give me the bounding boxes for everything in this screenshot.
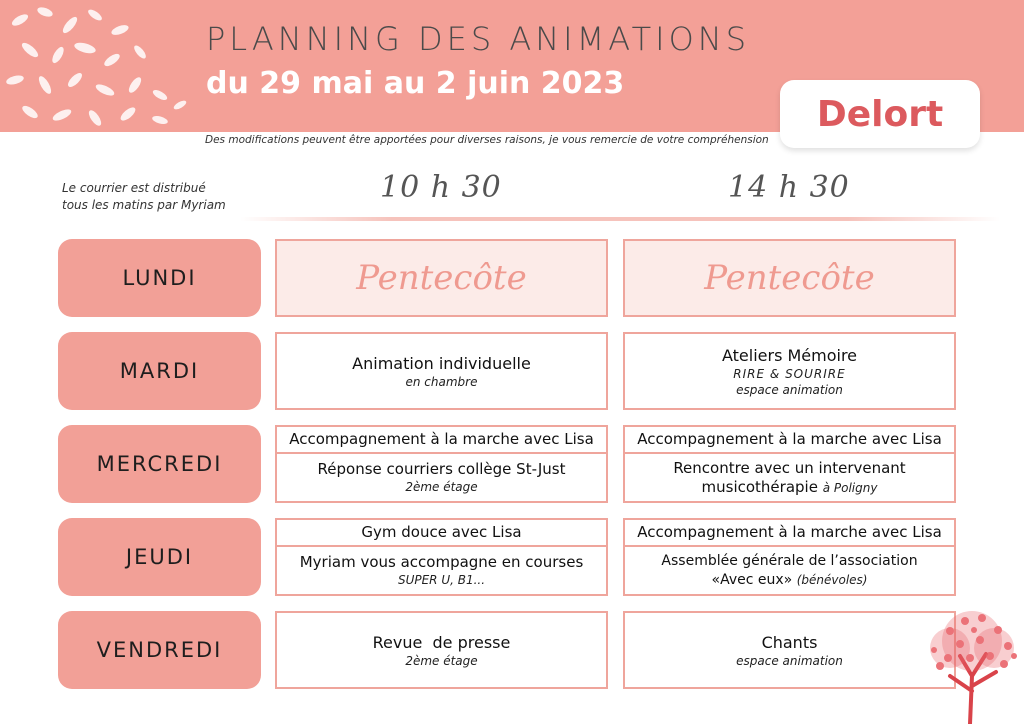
day-label: MARDI	[58, 332, 261, 410]
activity-title: Accompagnement à la marche avec Lisa	[637, 430, 942, 448]
activity-title: Ateliers Mémoire	[721, 345, 858, 365]
day-label: LUNDI	[58, 239, 261, 317]
activity-title: Myriam vous accompagne en courses	[299, 553, 584, 571]
row-mercredi	[0, 425, 1024, 505]
cell-lundi-afternoon	[623, 239, 956, 317]
page-title: PLANNING DES ANIMATIONS	[206, 20, 751, 58]
activity-title: Chants	[761, 632, 818, 652]
tree-icon	[920, 606, 1024, 724]
row-jeudi	[0, 518, 1024, 598]
row-vendredi	[0, 611, 1024, 691]
activity-title: musicothérapie	[701, 477, 818, 496]
cell-vendredi-afternoon	[623, 611, 956, 689]
activity-title: Réponse courriers collège St-Just	[317, 460, 566, 478]
activity-title: Revue de presse	[372, 632, 511, 652]
activity-title: Assemblée générale de l’association	[661, 552, 918, 569]
cell-vendredi-morning	[275, 611, 608, 689]
leaf-decoration-icon	[0, 0, 200, 132]
activity-title: Rencontre avec un intervenant	[673, 458, 906, 477]
header-divider	[240, 217, 1000, 221]
activity-detail: en chambre	[405, 374, 478, 389]
date-range: du 29 mai au 2 juin 2023	[206, 66, 625, 101]
activity-detail: 2ème étage	[405, 653, 478, 668]
mail-note	[62, 180, 226, 214]
activity-subtitle: RIRE & SOURIRE	[733, 366, 846, 381]
activity-title: «Avec eux»	[711, 571, 793, 588]
cell-mardi-afternoon	[623, 332, 956, 410]
holiday-label: Pentecôte	[356, 258, 527, 298]
mail-note-line: Le courrier est distribué	[62, 181, 206, 195]
cell-mercredi-morning	[275, 425, 608, 503]
day-label: VENDREDI	[58, 611, 261, 689]
cell-jeudi-morning	[275, 518, 608, 596]
brand-name: Delort	[816, 93, 944, 135]
mail-note-line: tous les matins par Myriam	[62, 198, 226, 212]
activity-detail: SUPER U, B1...	[397, 573, 486, 587]
activity-note: (bénévoles)	[796, 572, 868, 587]
cell-mardi-morning	[275, 332, 608, 410]
activity-detail: espace animation	[736, 653, 843, 668]
activity-title: Animation individuelle	[352, 353, 531, 373]
activity-title: Gym douce avec Lisa	[361, 523, 522, 541]
holiday-label: Pentecôte	[704, 258, 875, 298]
day-label: MERCREDI	[58, 425, 261, 503]
row-lundi	[0, 239, 1024, 319]
cell-mercredi-afternoon	[623, 425, 956, 503]
brand-box	[780, 80, 980, 148]
afternoon-time: 14 h 30	[728, 170, 850, 205]
morning-time: 10 h 30	[380, 170, 502, 205]
activity-detail: espace animation	[736, 382, 843, 397]
activity-title: Accompagnement à la marche avec Lisa	[637, 523, 942, 541]
activity-detail: 2ème étage	[405, 480, 478, 494]
cell-jeudi-afternoon	[623, 518, 956, 596]
activity-title: Accompagnement à la marche avec Lisa	[289, 430, 594, 448]
notice-text: Des modifications peuvent être apportées pour diverses raisons, je vous remercie de votre compréhension	[205, 134, 769, 146]
row-mardi	[0, 332, 1024, 412]
day-label: JEUDI	[58, 518, 261, 596]
activity-place: à Poligny	[822, 480, 878, 495]
cell-lundi-morning	[275, 239, 608, 317]
